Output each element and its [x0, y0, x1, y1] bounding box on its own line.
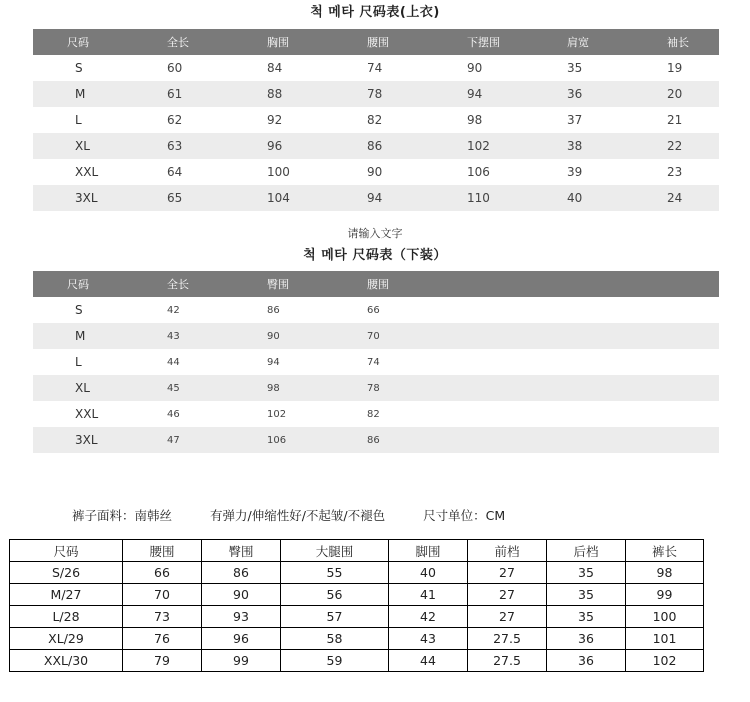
value-cell: 78: [333, 375, 719, 401]
value-cell: 82: [333, 107, 433, 133]
value-cell: 86: [202, 562, 281, 584]
size-cell: 3XL: [33, 427, 133, 453]
tops-header-cell: 胸围: [233, 29, 333, 55]
value-cell: 110: [433, 185, 533, 211]
size-cell: L: [33, 349, 133, 375]
pants-header-cell: 后档: [547, 540, 626, 562]
pants-header-cell: 大腿围: [281, 540, 389, 562]
value-cell: 94: [433, 81, 533, 107]
table-row: [33, 323, 719, 349]
value-cell: 20: [633, 81, 719, 107]
bottoms-header-cell: 全长: [133, 271, 233, 297]
table-row: [10, 628, 704, 650]
value-cell: 22: [633, 133, 719, 159]
pants-size-table: [9, 539, 704, 672]
value-cell: 84: [233, 55, 333, 81]
value-cell: 27: [468, 584, 547, 606]
value-cell: 64: [133, 159, 233, 185]
tops-size-table: [33, 29, 719, 211]
value-cell: 23: [633, 159, 719, 185]
value-cell: 42: [389, 606, 468, 628]
value-cell: 76: [123, 628, 202, 650]
pants-header-cell: 前档: [468, 540, 547, 562]
pants-header-cell: 裤长: [626, 540, 704, 562]
value-cell: 98: [433, 107, 533, 133]
tops-header-cell: 袖长: [633, 29, 719, 55]
table-row: [10, 606, 704, 628]
pants-header-cell: 脚围: [389, 540, 468, 562]
value-cell: 73: [123, 606, 202, 628]
table-row: [33, 159, 719, 185]
value-cell: 43: [133, 323, 233, 349]
value-cell: 102: [433, 133, 533, 159]
value-cell: 27.5: [468, 650, 547, 672]
size-cell: M: [33, 323, 133, 349]
value-cell: 106: [433, 159, 533, 185]
value-cell: 40: [533, 185, 633, 211]
tops-header-cell: 腰围: [333, 29, 433, 55]
value-cell: 74: [333, 55, 433, 81]
value-cell: 96: [202, 628, 281, 650]
value-cell: 88: [233, 81, 333, 107]
value-cell: 101: [626, 628, 704, 650]
value-cell: 79: [123, 650, 202, 672]
value-cell: 90: [233, 323, 333, 349]
table-row: [33, 55, 719, 81]
value-cell: 70: [123, 584, 202, 606]
value-cell: 66: [333, 297, 719, 323]
size-cell: M: [33, 81, 133, 107]
value-cell: 27: [468, 562, 547, 584]
table-row: [10, 562, 704, 584]
value-cell: 45: [133, 375, 233, 401]
value-cell: 90: [433, 55, 533, 81]
value-cell: 43: [389, 628, 468, 650]
placeholder-note: 请输入文字: [347, 227, 403, 240]
size-cell: 3XL: [33, 185, 133, 211]
value-cell: 35: [547, 562, 626, 584]
size-cell: M/27: [10, 584, 123, 606]
value-cell: 46: [133, 401, 233, 427]
value-cell: 61: [133, 81, 233, 107]
value-cell: 86: [333, 427, 719, 453]
pants-info-line: [72, 506, 539, 524]
value-cell: 102: [626, 650, 704, 672]
value-cell: 90: [202, 584, 281, 606]
value-cell: 24: [633, 185, 719, 211]
value-cell: 98: [233, 375, 333, 401]
value-cell: 94: [333, 185, 433, 211]
value-cell: 90: [333, 159, 433, 185]
value-cell: 70: [333, 323, 719, 349]
value-cell: 41: [389, 584, 468, 606]
value-cell: 78: [333, 81, 433, 107]
table-row: [33, 375, 719, 401]
size-cell: S/26: [10, 562, 123, 584]
size-cell: XL/29: [10, 628, 123, 650]
table-row: [33, 107, 719, 133]
table-row: [33, 297, 719, 323]
pants-header-cell: 腰围: [123, 540, 202, 562]
tops-header-row: [33, 29, 719, 55]
table-row: [33, 185, 719, 211]
value-cell: 106: [233, 427, 333, 453]
fabric-text: 裤子面料：南韩丝: [72, 508, 173, 523]
value-cell: 39: [533, 159, 633, 185]
value-cell: 36: [547, 628, 626, 650]
value-cell: 93: [202, 606, 281, 628]
value-cell: 96: [233, 133, 333, 159]
pants-header-row: [10, 540, 704, 562]
value-cell: 66: [123, 562, 202, 584]
table-row: [10, 584, 704, 606]
value-cell: 27.5: [468, 628, 547, 650]
feature-text: 有弹力/伸缩性好/不起皱/不褪色: [210, 508, 386, 523]
size-cell: XXL: [33, 159, 133, 185]
bottoms-header-cell: 臀围: [233, 271, 333, 297]
table-row: [33, 401, 719, 427]
value-cell: 86: [333, 133, 433, 159]
value-cell: 55: [281, 562, 389, 584]
size-cell: XL: [33, 375, 133, 401]
value-cell: 102: [233, 401, 333, 427]
size-cell: L: [33, 107, 133, 133]
value-cell: 63: [133, 133, 233, 159]
table-row: [33, 81, 719, 107]
value-cell: 35: [533, 55, 633, 81]
value-cell: 82: [333, 401, 719, 427]
value-cell: 58: [281, 628, 389, 650]
pants-header-cell: 尺码: [10, 540, 123, 562]
size-cell: L/28: [10, 606, 123, 628]
size-cell: S: [33, 55, 133, 81]
value-cell: 57: [281, 606, 389, 628]
value-cell: 35: [547, 606, 626, 628]
value-cell: 37: [533, 107, 633, 133]
value-cell: 44: [389, 650, 468, 672]
value-cell: 44: [133, 349, 233, 375]
value-cell: 74: [333, 349, 719, 375]
table-row: [33, 349, 719, 375]
tops-header-cell: 下摆围: [433, 29, 533, 55]
value-cell: 35: [547, 584, 626, 606]
tops-header-cell: 全长: [133, 29, 233, 55]
value-cell: 100: [233, 159, 333, 185]
value-cell: 36: [547, 650, 626, 672]
size-cell: XL: [33, 133, 133, 159]
value-cell: 65: [133, 185, 233, 211]
bottoms-size-table: [33, 271, 719, 453]
value-cell: 47: [133, 427, 233, 453]
value-cell: 60: [133, 55, 233, 81]
value-cell: 27: [468, 606, 547, 628]
bottoms-header-cell: 腰围: [333, 271, 719, 297]
table-row: [10, 650, 704, 672]
value-cell: 104: [233, 185, 333, 211]
bottoms-title: 척 메타 尺码表（下装）: [303, 248, 447, 263]
value-cell: 86: [233, 297, 333, 323]
bottoms-header-cell: 尺码: [33, 271, 133, 297]
value-cell: 100: [626, 606, 704, 628]
value-cell: 92: [233, 107, 333, 133]
size-cell: XXL/30: [10, 650, 123, 672]
unit-text: 尺寸单位：CM: [423, 508, 506, 523]
value-cell: 21: [633, 107, 719, 133]
value-cell: 94: [233, 349, 333, 375]
tops-title: 척 메타 尺码表(上衣): [310, 5, 440, 20]
value-cell: 19: [633, 55, 719, 81]
table-row: [33, 427, 719, 453]
table-row: [33, 133, 719, 159]
bottoms-header-row: [33, 271, 719, 297]
value-cell: 59: [281, 650, 389, 672]
value-cell: 38: [533, 133, 633, 159]
size-cell: S: [33, 297, 133, 323]
value-cell: 99: [626, 584, 704, 606]
size-cell: XXL: [33, 401, 133, 427]
value-cell: 62: [133, 107, 233, 133]
pants-header-cell: 臀围: [202, 540, 281, 562]
value-cell: 36: [533, 81, 633, 107]
value-cell: 42: [133, 297, 233, 323]
value-cell: 98: [626, 562, 704, 584]
tops-header-cell: 肩宽: [533, 29, 633, 55]
value-cell: 56: [281, 584, 389, 606]
tops-header-cell: 尺码: [33, 29, 133, 55]
value-cell: 99: [202, 650, 281, 672]
value-cell: 40: [389, 562, 468, 584]
